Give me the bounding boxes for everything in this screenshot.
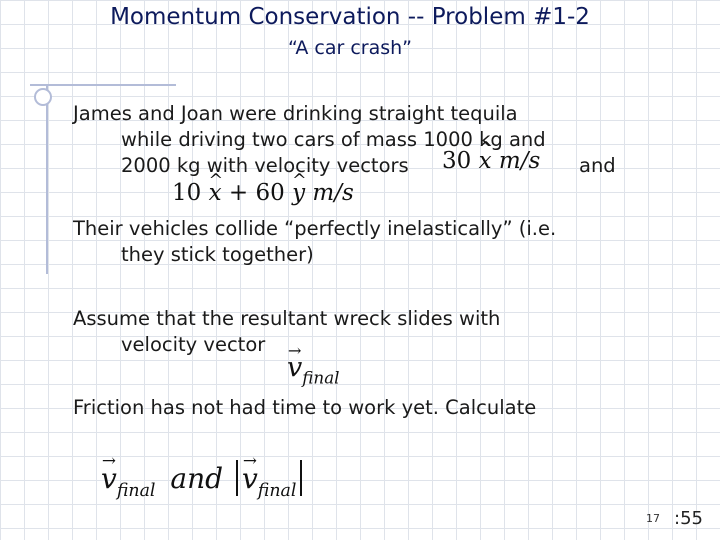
v2-units: m/s <box>312 180 354 206</box>
elapsed-time: :55 <box>674 508 703 529</box>
final-subscript: final <box>302 367 340 388</box>
para3-line2: velocity vector <box>121 333 266 356</box>
plus-sign: + <box>228 180 249 206</box>
y-unit-vector: ^ y <box>292 180 305 206</box>
para1-line1: James and Joan were drinking straight tequila <box>73 102 518 125</box>
x-unit-vector: ^ x <box>479 148 492 174</box>
velocity-vector-car1 <box>442 148 540 174</box>
v2-x-component: 10 <box>172 180 202 206</box>
v-vector-letter-a: → v <box>101 462 117 495</box>
v-vector-letter-b: → v <box>242 462 258 495</box>
para2-line2: they stick together) <box>121 243 314 266</box>
x-unit-vector-2: ^ x <box>209 180 222 206</box>
v1-units: m/s <box>498 148 541 174</box>
velocity-vector-car2 <box>172 180 354 206</box>
v2-y-component: 60 <box>255 180 285 206</box>
abs-bar-left <box>236 460 238 496</box>
para4: Friction has not had time to work yet. Calculate <box>73 396 537 419</box>
para1-and: and <box>579 154 616 177</box>
decorative-horizontal-line <box>30 84 176 86</box>
para3-line1: Assume that the resultant wreck slides with <box>73 307 501 330</box>
v-final-symbol <box>287 352 340 388</box>
para1-line2: while driving two cars of mass 1000 kg and <box>121 128 546 151</box>
final-subscript-a: final <box>116 480 156 501</box>
calculate-expression <box>101 460 306 501</box>
v-vector-letter: → v <box>287 352 302 383</box>
slide-subtitle: “A car crash” <box>287 37 413 59</box>
decorative-vertical-line <box>46 84 48 274</box>
v1-magnitude: 30 <box>442 148 472 174</box>
final-subscript-b: final <box>257 480 297 501</box>
para1-line3: 2000 kg with velocity vectors <box>121 154 409 177</box>
abs-bar-right <box>300 460 302 496</box>
slide-title: Momentum Conservation -- Problem #1-2 <box>110 4 590 30</box>
slide-number: 17 <box>646 512 660 525</box>
decorative-circle <box>34 88 52 106</box>
para2-line1: Their vehicles collide “perfectly inelastically” (i.e. <box>73 217 557 240</box>
and-word: and <box>170 462 224 495</box>
